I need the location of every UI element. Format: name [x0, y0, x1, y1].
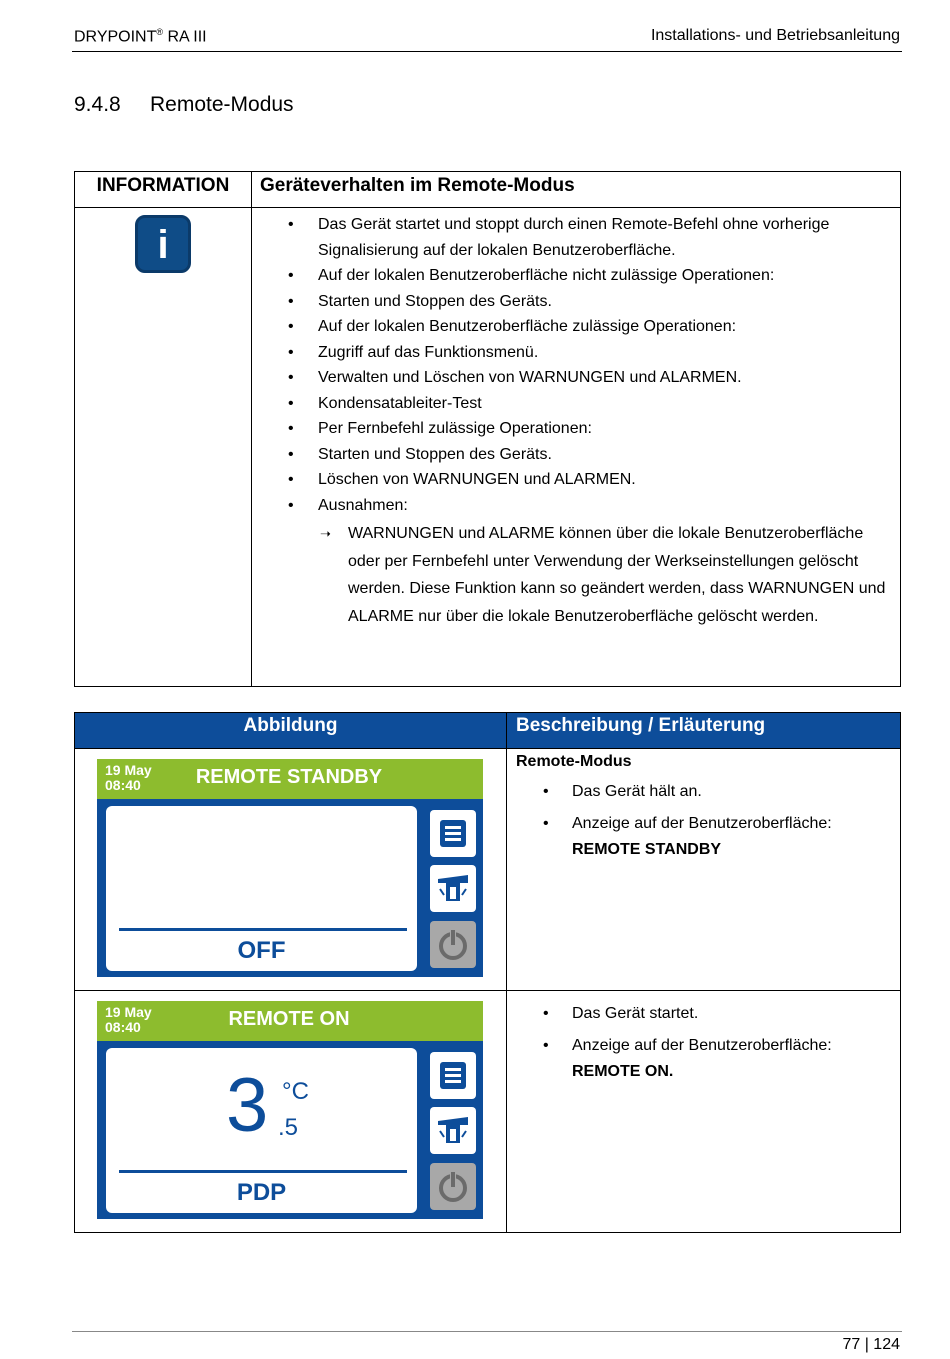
screen-state-label: OFF [237, 937, 286, 964]
display-state-text: REMOTE STANDBY [572, 841, 722, 858]
dewpoint-decimal: .5 [278, 1114, 299, 1141]
info-icon-cell [75, 208, 252, 687]
screen-datetime [105, 1005, 152, 1035]
description-text: Anzeige auf der Benutzeroberfläche: [572, 1037, 832, 1054]
dewpoint-value: 3 [226, 1063, 269, 1148]
section-heading [74, 93, 294, 117]
product-name: DRYPOINT [74, 28, 157, 46]
information-box [74, 171, 901, 687]
description-heading: Remote-Modus [516, 753, 632, 770]
screen-title: REMOTE ON [228, 1008, 350, 1030]
registered-mark: ® [156, 27, 164, 37]
description-list [516, 1001, 890, 1085]
info-icon-glyph: i [157, 223, 169, 267]
description-list [516, 779, 890, 863]
screen-date: 19 May [105, 762, 152, 778]
header-product [74, 27, 207, 46]
list-item: • Auf der lokalen Benutzeroberfläche nicht zulässige Operationen: [284, 263, 890, 289]
list-item: • Löschen von WARNUNGEN und ALARMEN. [284, 467, 890, 493]
product-suffix: RA III [163, 28, 207, 46]
list-item: • Das Gerät hält an. [543, 779, 890, 805]
figure-description-table [74, 712, 901, 1233]
information-title: Geräteverhalten im Remote-Modus [252, 172, 901, 208]
list-item: • Zugriff auf das Funktionsmenü. [284, 340, 890, 366]
page-number: 77 | 124 [842, 1336, 900, 1353]
exceptions-label: Ausnahmen: [318, 496, 408, 514]
list-item: • Das Gerät startet. [543, 1001, 890, 1027]
figure-cell [75, 991, 507, 1233]
list-item [543, 811, 890, 863]
header-divider [72, 51, 902, 52]
list-item: • Verwalten und Löschen von WARNUNGEN und ALARMEN. [284, 365, 890, 391]
info-icon [135, 215, 191, 273]
menu-icon [430, 1052, 476, 1099]
dewpoint-unit: °C [282, 1078, 309, 1105]
information-content [252, 208, 901, 687]
exception-item: ➝ WARNUNGEN und ALARME können über die lokale Benutzeroberfläche oder per Fernbefehl unter Verwendung der Werkseinstellungen gelöscht werden. Diese Funktion kann so geändert werden, dass WARNUNGEN und ALARME nur über die lokale Benutzeroberfläche gelöscht werden. [318, 520, 890, 630]
screen-time: 08:40 [105, 1019, 141, 1035]
list-item: • Starten und Stoppen des Geräts. [284, 289, 890, 315]
screen-time: 08:40 [105, 777, 141, 793]
power-icon [430, 1163, 476, 1210]
column-header-figure: Abbildung [75, 713, 507, 749]
list-item: • Das Gerät startet und stoppt durch einen Remote-Befehl ohne vorherige Signalisierung auf der lokalen Benutzeroberfläche. [284, 212, 890, 263]
screen-divider [119, 928, 407, 931]
screen-main-panel [106, 806, 417, 971]
list-item [284, 493, 890, 631]
list-item: • Per Fernbefehl zulässige Operationen: [284, 416, 890, 442]
screen-datetime [105, 763, 152, 793]
screen-date: 19 May [105, 1004, 152, 1020]
header-manual-title: Installations- und Betriebsanleitung [650, 27, 900, 44]
table-row [75, 991, 901, 1233]
list-item: • Kondensatableiter-Test [284, 391, 890, 417]
section-number: 9.4.8 [74, 93, 121, 116]
list-item: • Auf der lokalen Benutzeroberfläche zulässige Operationen: [284, 314, 890, 340]
footer-divider [72, 1331, 902, 1332]
figure-cell [75, 749, 507, 991]
display-state-text: REMOTE ON. [572, 1063, 674, 1080]
information-bullet-list [252, 208, 900, 630]
device-screen-remote-on [97, 1001, 483, 1219]
information-label: INFORMATION [75, 172, 252, 208]
screen-state-label: PDP [236, 1179, 287, 1206]
drain-test-icon [430, 865, 476, 912]
list-item: • Starten und Stoppen des Geräts. [284, 442, 890, 468]
table-row [75, 749, 901, 991]
description-cell [507, 991, 901, 1233]
description-cell [507, 749, 901, 991]
screen-main-panel [106, 1048, 417, 1213]
screen-divider [119, 1170, 407, 1173]
column-header-description: Beschreibung / Erläuterung [507, 713, 901, 749]
drain-test-icon [430, 1107, 476, 1154]
menu-icon [430, 810, 476, 857]
screen-title: REMOTE STANDBY [195, 766, 383, 788]
section-title: Remote-Modus [150, 93, 294, 116]
power-icon [430, 921, 476, 968]
description-text: Anzeige auf der Benutzeroberfläche: [572, 815, 832, 832]
device-screen-remote-standby [97, 759, 483, 977]
list-item [543, 1033, 890, 1085]
exception-list [318, 518, 890, 630]
